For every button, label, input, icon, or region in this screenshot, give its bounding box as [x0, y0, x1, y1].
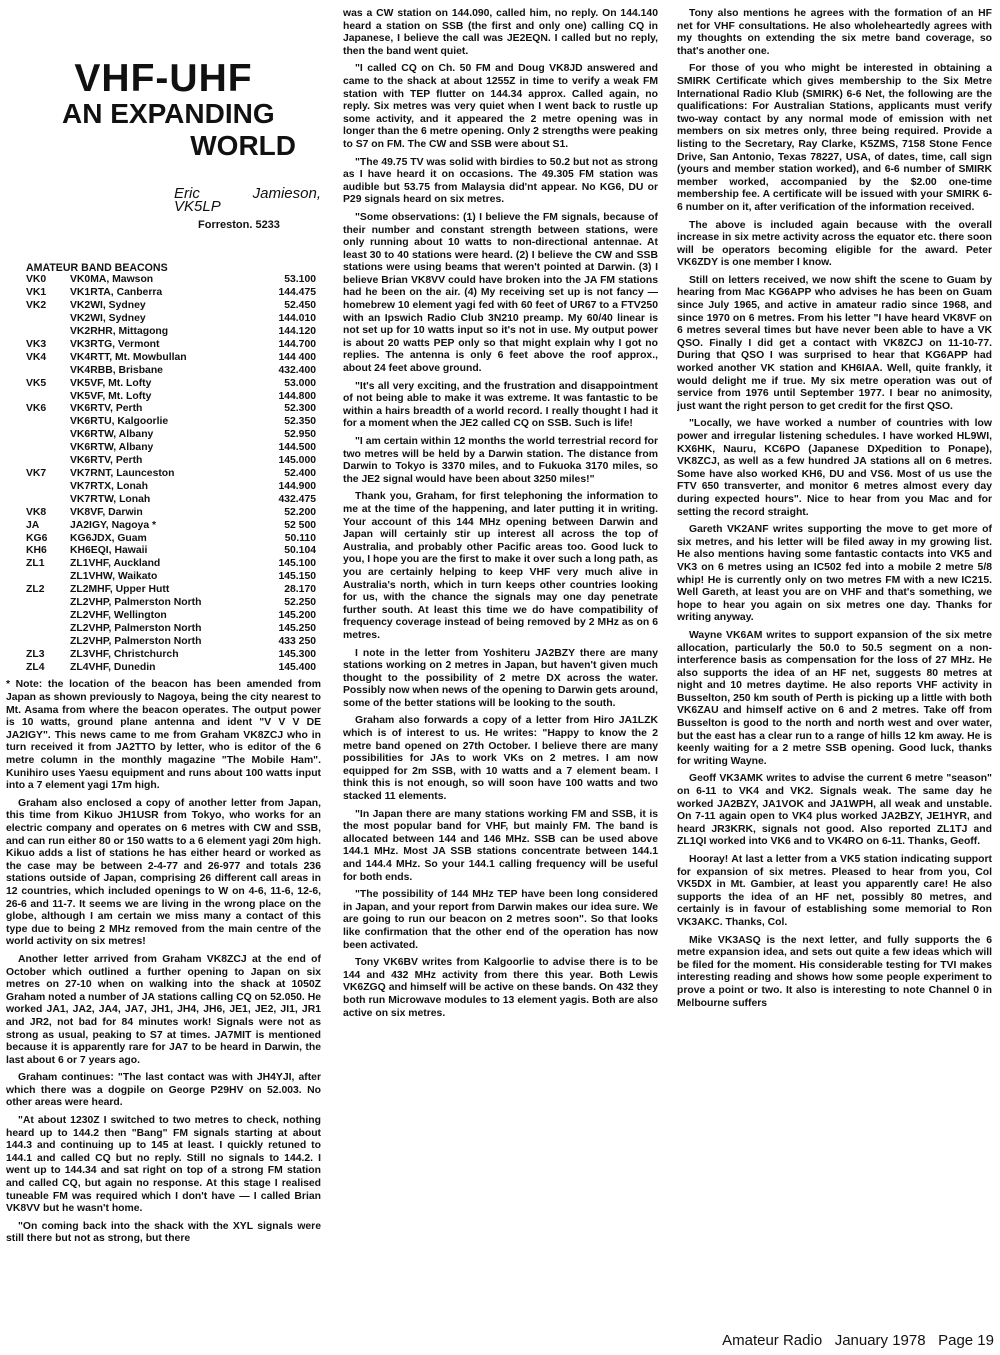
beacon-frequency: 53.000 — [284, 377, 316, 389]
column-2-body — [343, 8, 658, 1020]
beacon-station: ZL3VHF, Christchurch — [70, 648, 179, 660]
beacon-station: VK2WI, Sydney — [70, 313, 146, 325]
beacon-frequency: 432.400 — [278, 364, 316, 376]
article-paragraph: "It's all very exciting, and the frustration and disappointment of not being able to make it was extreme. It was fantastic to be within a hairs breadth of a world record. I really thought I had it for a moment when the JE2 called CQ on SSB. Such is life! — [343, 380, 658, 430]
article-paragraph: For those of you who might be interested in obtaining a SMIRK Certificate which gives membership to the Six Metre International Radio Klub (SMIRK) 6-6 Net, the following are the qualifications: For Australian Stations, applicants must verify two-way contact by any normal mode of emission with net members on six metres only, three being required. Provide a listing to the Secretary, Ray Clarke, K5ZMS, 7158 Stone Fence Drive, San Antonio, Texas 78227, USA, of dates, time, call sign (yours and member station worked), and 6-6 number of SMIRK member worked, accompanied by the $2.00 one-time membership fee. A certificate will be issued with your SMIRK 6-6 number on it, after verification of the information received. — [677, 63, 992, 213]
beacon-frequency: 50.104 — [284, 545, 316, 557]
article-paragraph: Another letter arrived from Graham VK8ZCJ at the end of October which outlined a further opening to Japan on six metres on 27-10 when on walking into the shack at 1050Z Graham noted a number of JA stations calling CQ on 52.050. He worked JA1, JA2, JA4, JA7, JH1, JH4, JH6, JE1, JE2, JI1, JR1 and JR2, not bad for 84 minutes work! Signals were not as strong as usual, peaking to S7 at times. JA7MIT is mentioned because it is apparently rare for JA7 to be heard in Darwin, the last about 6 or 7 years ago. — [6, 953, 321, 1066]
beacon-frequency: 145.200 — [278, 609, 316, 621]
beacon-row — [26, 584, 316, 597]
article-paragraph: "The 49.75 TV was solid with birdies to 50.2 but not as strong as I have heard it on occasions. The 49.305 FM station was audible but 53.75 from Malaysia did'nt appear. No KG6, DU or P29 signals heard on six metres. — [343, 156, 658, 206]
column-3 — [677, 8, 992, 1298]
beacon-station: VK8VF, Darwin — [70, 506, 143, 518]
beacon-row — [26, 442, 316, 455]
beacon-row — [26, 313, 316, 326]
beacon-prefix: VK5 — [26, 377, 47, 389]
beacon-row — [26, 623, 316, 636]
article-paragraph: * Note: the location of the beacon has been amended from Japan as shown previously to Nagoya, being the city nearest to Mt. Asama from where the beacon operates. The output power is 10 watts, ground plane antenna and ident "V V V DE JA2IGY". This news came to me from Graham VK8ZCJ who in turn received it from JA2TTO by letter, who is editor of the 6 metre column in the monthly magazine "The Mobile Ham". Kunihiro uses Yaesu equipment and runs about 100 watts input into a 7 element yagi 17m high. — [6, 679, 321, 792]
beacon-prefix: KH6 — [26, 545, 47, 557]
beacon-prefix — [26, 610, 70, 623]
beacon-frequency: 145.250 — [278, 622, 316, 634]
beacon-prefix — [26, 494, 70, 507]
article-paragraph: "The possibility of 144 MHz TEP have been long considered in Japan, and your report from Darwin makes our idea sure. We are going to run our beacon on 2 metres soon". So that looks like confirmation that the other end of the operation has now been activated. — [343, 889, 658, 951]
beacon-row — [26, 455, 316, 468]
beacon-row — [26, 662, 316, 675]
article-paragraph: Graham continues: "The last contact was with JH4YJI, after which there was a dogpile on George P29HV on 52.003. No other areas were heard. — [6, 1072, 321, 1109]
beacon-prefix — [26, 365, 70, 378]
beacon-station: VK2RHR, Mittagong — [70, 326, 169, 337]
article-paragraph: Gareth VK2ANF writes supporting the move to get more of six metres, and his letter will be filed away in my growing list. He also mentions having some fantastic contacts into VK5 and VK3 on 6 metres using an IC502 fed into a mobile 2 metre 5/8 whip! He is currently only on two metres FM with a new IC215. Well Gareth, at least you are on VHF and that's something, we hope to hear you again on six metres one day. Thanks for writing anyway. — [677, 524, 992, 624]
article-paragraph: Still on letters received, we now shift the scene to Guam by hearing from Mac KG6APP who advises he has been on Guam since July 1965, and active in amateur radio since 1968, and since 1970 on 6 metres. From his letter "I have heard VK8VF on 6 metres several times but have never been able to have a VK QSO. Finally I did get a contact with VK8ZCJ on 11-10-77. During that QSO I was surprised to hear that KG6APP had worked another VK station and KH6IAA. Well, quite frankly, it would delight me if true. My six metre operation was out of service from 1976 until September 1977. I bear no animosity, just want the right person to get credit for the first QSO. — [677, 274, 992, 412]
beacon-station: ZL1VHF, Auckland — [70, 558, 161, 570]
beacon-frequency: 145.100 — [278, 558, 316, 570]
beacon-station: VK4RTT, Mt. Mowbullan — [70, 351, 187, 363]
footer-page-number: Page 19 — [938, 1332, 994, 1349]
beacon-station: ZL2MHF, Upper Hutt — [70, 584, 170, 596]
beacon-frequency: 145.400 — [278, 661, 316, 673]
beacon-row — [26, 287, 316, 300]
beacon-frequency: 52.400 — [284, 467, 316, 479]
beacon-row — [26, 416, 316, 429]
beacon-prefix — [26, 597, 70, 610]
beacon-prefix: ZL3 — [26, 648, 45, 660]
beacon-row — [26, 610, 316, 623]
article-paragraph: "I called CQ on Ch. 50 FM and Doug VK8JD answered and came to the shack at about 1255Z in time to verify a weak FM station with TEP flutter on 144.34 approx. Called again, no reply. Six metres was very quiet when I went back to rustle up some activity, and it appeared the 2 metre opening was in longer than the 6 metre opening. Only 2 strengths were peaking to S7 on FM. The CW and SSB were about S1. — [343, 63, 658, 150]
beacon-frequency: 432.475 — [278, 493, 316, 505]
beacon-station: KG6JDX, Guam — [70, 532, 147, 544]
beacon-frequency: 144.010 — [278, 313, 316, 325]
beacon-row — [26, 571, 316, 584]
beacon-row — [26, 403, 316, 416]
beacon-prefix — [26, 623, 70, 636]
footer-magazine: Amateur Radio — [722, 1332, 823, 1349]
beacon-prefix: VK3 — [26, 338, 47, 350]
article-paragraph: "In Japan there are many stations working FM and SSB, it is the most popular band for VHF, but mainly FM. The band is allocated between 144 and 146 MHz. SSB can be used above 144.1 MHz. Most JA SSB stations concentrate between 144.1 and 144.4 MHz. So your 144.1 calling frequency will be useful for both ends. — [343, 808, 658, 883]
beacon-prefix — [26, 481, 70, 494]
beacon-prefix — [26, 326, 70, 339]
beacon-row — [26, 545, 316, 558]
article-paragraph: Tony VK6BV writes from Kalgoorlie to advise there is to be 144 and 432 MHz activity from there this year. Both Lewis VK6ZGQ and himself will be active on these bands. On 432 they both run Microwave modules to 13 element yagis. Both are also active on six metres. — [343, 957, 658, 1019]
article-subtitle-line-1: AN EXPANDING — [62, 98, 275, 129]
beacon-station: VK5VF, Mt. Lofty — [70, 377, 152, 389]
beacon-station: ZL4VHF, Dunedin — [70, 661, 156, 673]
beacons-table — [26, 274, 316, 674]
article-paragraph: "Some observations: (1) I believe the FM signals, because of their number and constant strength between stations, were only running about 10 watts to non-directional antennae. At least 30 to 40 stations were heard. (2) I believe the CW and SSB stations were using beams that weren't pointed at Darwin. (3) I believe Brian VK8VV could have broken into the JA FM stations had he been on the air. (4) My receiving set up is not fancy — homebrew 10 element yagi fed with 60 feet of UR67 to a FTV250 with an Ipswich Radio Club 3N210 preamp. My 60/40 linear is not set up for 10 watts input so it's not in use. My output power is about 20 watts PEP only so that might explain why I got no replies. The antenna is only 6 feet above the roof approx., about 24 feet above ground. — [343, 211, 658, 375]
beacon-station: VK6RTV, Perth — [70, 455, 143, 467]
article-paragraph: "Locally, we have worked a number of countries with low power and irregular listening schedules. I have worked HL9WI, KX6HK, Nauru, KC6PO (Japanese DXpedition to Ponape), VK8ZCJ, as well as a few hundred JA stations all on 6 metres. Some have also worked KH6, DU and VS6. Most of us use the FTV 650 transverter, and monitor 6 metres almost every day during expected hours". Nice to hear from you Mac and for setting the record straight. — [677, 418, 992, 518]
beacon-station: VK6RTV, Perth — [70, 403, 143, 415]
beacon-frequency: 52.450 — [284, 300, 316, 312]
article-paragraph: Graham also forwards a copy of a letter from Hiro JA1LZK which is of interest to us. He writes: "Happy to know the 2 metre band opened on 27th October. I believe there are many possibilities for JAs to work VKs on 2 metres. I am now equipped for 2m SSB, with 10 watts and a 7 element beam. I think this is not enough, so will soon have 100 watts and two stacked 11 elements. — [343, 715, 658, 803]
article-paragraph: The above is included again because with the overall increase in six metre activity across the equator etc. there soon will be operators becoming eligible for the award. Peter VK6ZDY is one member I know. — [677, 219, 992, 269]
beacon-station: VK7RTW, Lonah — [70, 493, 151, 505]
beacon-station: VK4RBB, Brisbane — [70, 364, 163, 376]
article-paragraph: Hooray! At last a letter from a VK5 station indicating support for expansion of six metres. Pleased to hear from you, Col VK5DX in Mt. Gambier, at least you apparently care! He also supports the idea of an HF net, possibly 80 metres, and certainly is in favour of establishing some memorial to Ron VK3AKC. Thanks, Col. — [677, 854, 992, 928]
beacon-row — [26, 649, 316, 662]
page-footer — [674, 1332, 994, 1349]
beacon-prefix — [26, 416, 70, 429]
beacon-row — [26, 326, 316, 339]
article-paragraph: was a CW station on 144.090, called him, no reply. On 144.140 heard a station on SSB (the first and only one) calling CQ in Japanese, I believe the call was JE2EQN. I called but no reply, then the band went quiet. — [343, 8, 658, 57]
beacon-frequency: 53.100 — [284, 274, 316, 286]
beacon-prefix — [26, 455, 70, 468]
beacon-prefix: VK4 — [26, 351, 47, 363]
beacon-row — [26, 507, 316, 520]
article-paragraph: "I am certain within 12 months the world terrestrial record for two metres will be held by a Darwin station. The distance from Darwin to Tokyo is 3370 miles, and to Fukuoka 3170 miles, so the JE2 signal would have been about 3250 miles!" — [343, 436, 658, 485]
beacon-row — [26, 339, 316, 352]
beacon-prefix: VK2 — [26, 300, 47, 312]
beacon-frequency: 144.800 — [278, 390, 316, 402]
column-2 — [343, 8, 658, 1328]
beacon-station: ZL2VHF, Wellington — [70, 609, 167, 621]
footer-issue: January 1978 — [834, 1332, 926, 1349]
beacon-row — [26, 429, 316, 442]
beacon-row — [26, 558, 316, 571]
article-subtitle-line-2: WORLD — [190, 130, 296, 161]
beacon-row — [26, 533, 316, 546]
column-1 — [6, 8, 321, 1328]
beacon-frequency: 144.475 — [278, 287, 316, 299]
beacon-row — [26, 494, 316, 507]
beacon-station: VK2WI, Sydney — [70, 300, 146, 312]
beacon-row — [26, 391, 316, 404]
beacon-station: ZL2VHP, Palmerston North — [70, 597, 202, 609]
column-3-body — [677, 8, 992, 1010]
beacon-prefix — [26, 636, 70, 649]
beacon-prefix: KG6 — [26, 532, 48, 544]
beacon-station: JA2IGY, Nagoya * — [70, 519, 157, 531]
beacon-frequency: 52.200 — [284, 506, 316, 518]
beacon-station: VK6RTW, Albany — [70, 429, 154, 441]
article-paragraph: "At about 1230Z I switched to two metres to check, nothing heard up to 144.2 then "Bang" FM signals starting at about 144.3 and continuing up to 145 at least. I quickly retuned to 144.1 and called CQ but no reply. Still no signals to 144.2. I went up to 144.34 and sat right on top of a strong FM station and called CQ, but again no response. At this stage I realised tuneable FM was required which I don't have — I called Brian VK8VV but he wasn't home. — [6, 1115, 321, 1215]
beacon-frequency: 52.950 — [284, 429, 316, 441]
article-paragraph: I note in the letter from Yoshiteru JA2BZY there are many stations working on 2 metres in Japan, but haven't given much thought to the possibility of 2 metre DX across the water. Possibly now when news of the opening to Darwin gets around, some of the better stations will be looking to the south. — [343, 647, 658, 709]
column-1-body — [6, 679, 321, 1246]
beacons-heading: AMATEUR BAND BEACONS — [26, 261, 168, 274]
beacon-row — [26, 468, 316, 481]
beacon-prefix: ZL4 — [26, 661, 45, 673]
beacon-frequency: 52.300 — [284, 403, 316, 415]
beacon-prefix — [26, 391, 70, 404]
article-paragraph: Geoff VK3AMK writes to advise the current 6 metre "season" on 6-11 to VK4 and VK2. Signals weak. The same day he worked JA2BZY, JA1VOK and JA1WPH, all weak and unstable. On 7-11 again open to VK4 plus worked JA2BZY, JE1HYR, and heard JR3KRK, signals not good. Also reported ZL1TJ and ZL1QI worked into VK6 and to VK4RO on 6-11. Thanks, Geoff. — [677, 773, 992, 848]
beacon-frequency: 145.300 — [278, 648, 316, 660]
beacon-frequency: 52.350 — [284, 416, 316, 428]
beacon-prefix — [26, 429, 70, 442]
beacon-station: VK0MA, Mawson — [70, 274, 154, 286]
beacon-row — [26, 597, 316, 610]
beacon-frequency: 144.900 — [278, 480, 316, 492]
beacon-station: KH6EQI, Hawaii — [70, 545, 148, 557]
article-paragraph: Wayne VK6AM writes to support expansion of the six metre allocation, particularly the 50.0 to 50.5 segment on a non-interference basis as compensation for the loss of 27 MHz. He also supports the idea of an HF net, suggests 80 metres at night and 10 metres daytime. He also reports VHF activity in Busselton, 250 km south of Perth is picking up a little with both VK6ZAU and himself active on 6 and 2 metres. Take off from Busselton is good to the north and north west and over water, but the east has a clear run to a range of hills 12 km away. He is keenly waiting for a 2 metre SSB opening. Good luck, thanks for writing Wayne. — [677, 629, 992, 767]
article-paragraph: Thank you, Graham, for first telephoning the information to me at the time of the happening, and later putting it in writing. Your account of this 144 MHz opening between Darwin and Japan will certainly stir up interest all across the top of Australia, and probably other Pacific areas too. Good luck to you, I hope you are the first to make it over such a long path, as you are certainly helping to keep VHF very much alive in Australia's north, which in turn keeps other countries looking for us, with the chance the signals may one day penetrate further south. At least this time we do have compatibility of frequency coverage instead of being removed by 2 MHz as on 6 metres. — [343, 491, 658, 641]
beacon-station: VK1RTA, Canberra — [70, 287, 163, 299]
beacon-prefix: VK0 — [26, 274, 47, 286]
author-byline: Eric Jamieson, VK5LP — [174, 185, 321, 215]
beacon-frequency: 52 500 — [284, 519, 316, 531]
beacon-frequency: 28.170 — [284, 584, 316, 596]
beacon-station: VK7RTX, Lonah — [70, 480, 148, 492]
beacon-frequency: 144.500 — [278, 442, 316, 454]
article-title: VHF-UHF — [74, 57, 253, 100]
beacon-prefix: ZL1 — [26, 558, 45, 570]
beacon-frequency: 50.110 — [284, 532, 316, 544]
article-paragraph: "On coming back into the shack with the XYL signals were still there but not as strong, but there — [6, 1220, 321, 1245]
beacon-station: ZL1VHW, Waikato — [70, 571, 158, 583]
article-paragraph: Graham also enclosed a copy of another letter from Japan, this time from Kikuo JH1USR from Tokyo, who works for an electric company and operates on 6 metres with CW and SSB, and can run either 80 or 150 watts to a 6 element yagi 20m high. Kikuo adds a list of stations he has either heard or worked as the case may be between 2-4-77 and 26-977 and totals 236 stations outside of Japan, comprising 26 different call areas in 12 countries, which included openings to W on 4-6, 11-6, 12-6, 26-6 and 11-7. It seems we are living in the wrong place on the globe, although I am certain we miss many a contact of this type due to being 2 MHz removed from the main centre of the world activity on six metres! — [6, 797, 321, 948]
beacon-prefix — [26, 442, 70, 455]
beacon-station: ZL2VHP, Palmerston North — [70, 635, 202, 647]
beacon-row — [26, 481, 316, 494]
beacon-row — [26, 378, 316, 391]
beacon-station: VK3RTG, Vermont — [70, 338, 160, 350]
beacon-row — [26, 636, 316, 649]
beacon-frequency: 144 400 — [278, 351, 316, 363]
beacon-frequency: 145.000 — [278, 455, 316, 467]
beacon-row — [26, 300, 316, 313]
beacon-prefix: VK8 — [26, 506, 47, 518]
beacon-row — [26, 352, 316, 365]
beacon-frequency: 144.120 — [278, 326, 316, 337]
beacon-prefix: VK7 — [26, 467, 47, 479]
author-location: Forreston. 5233 — [198, 219, 280, 232]
beacon-frequency: 52.250 — [284, 597, 316, 609]
beacon-prefix: VK6 — [26, 403, 47, 415]
beacon-station: VK6RTU, Kalgoorlie — [70, 416, 169, 428]
beacon-row — [26, 365, 316, 378]
beacon-prefix — [26, 313, 70, 326]
beacon-row — [26, 520, 316, 533]
beacon-prefix: ZL2 — [26, 584, 45, 596]
beacon-frequency: 433 250 — [278, 635, 316, 647]
beacon-prefix: VK1 — [26, 287, 47, 299]
beacon-frequency: 144.700 — [278, 338, 316, 350]
beacon-row — [26, 274, 316, 287]
beacon-prefix: JA — [26, 519, 40, 531]
beacon-station: VK7RNT, Launceston — [70, 467, 175, 479]
beacon-station: ZL2VHP, Palmerston North — [70, 622, 202, 634]
beacon-station: VK5VF, Mt. Lofty — [70, 390, 152, 402]
beacon-prefix — [26, 571, 70, 584]
article-paragraph: Mike VK3ASQ is the next letter, and fully supports the 6 metre expansion idea, and sets out quite a few ideas which will be filed for the moment. His considerable testing for TVI makes interesting reading and shows how some people experiment to prove a point or two. It also is interesting to note Channel 0 in Melbourne suffers — [677, 934, 992, 1009]
beacon-station: VK6RTW, Albany — [70, 442, 154, 454]
beacon-frequency: 145.150 — [278, 571, 316, 583]
article-paragraph: Tony also mentions he agrees with the formation of an HF net for VHF consultations. He also wholeheartedly agrees with my thoughts on extending the six metre band coverage, so that's another one. — [677, 8, 992, 57]
